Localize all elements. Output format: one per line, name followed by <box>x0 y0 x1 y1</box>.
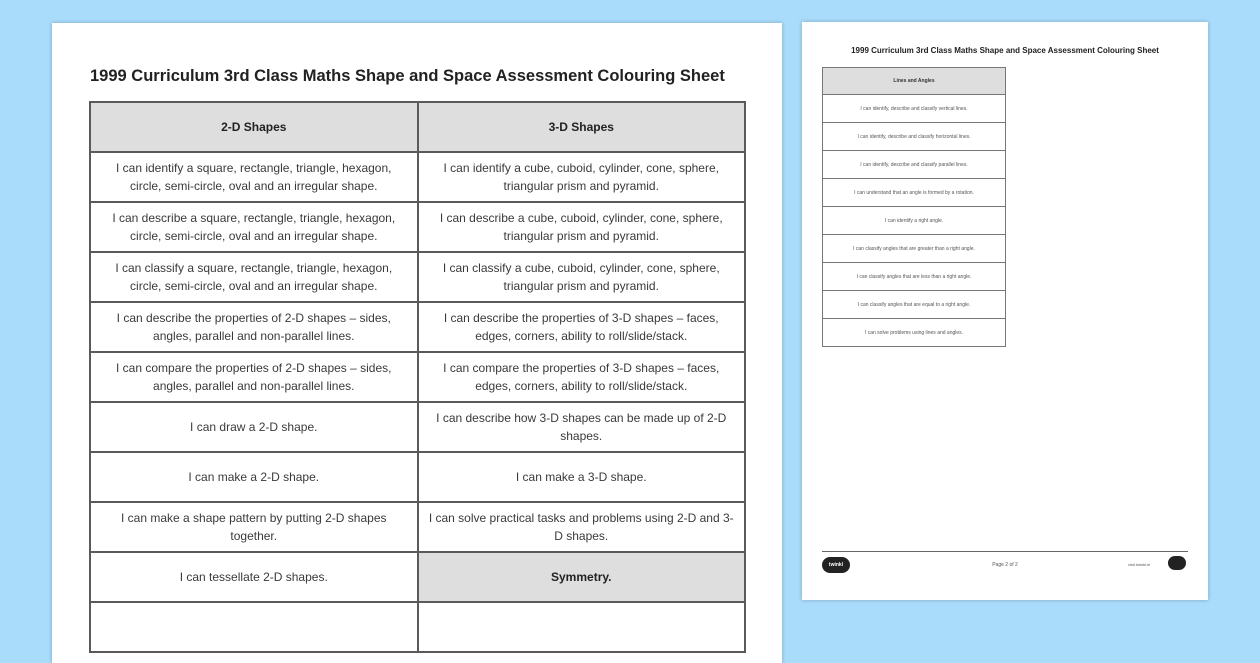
table-row <box>823 123 1006 151</box>
table-cell: I can describe the properties of 3-D shapes – faces, edges, corners, ability to roll/slide/stack. <box>418 302 746 352</box>
table-cell: I can describe the properties of 2-D shapes – sides, angles, parallel and non-parallel lines. <box>90 302 418 352</box>
table-cell: I can make a 2-D shape. <box>90 452 418 502</box>
table-row <box>90 152 745 202</box>
table-row <box>823 263 1006 291</box>
table-row <box>823 95 1006 123</box>
table-cell: I can tessellate 2-D shapes. <box>90 552 418 602</box>
worksheet-page-2 <box>802 22 1208 600</box>
table-cell-empty <box>418 602 746 652</box>
table-cell: I can identify a square, rectangle, triangle, hexagon, circle, semi-circle, oval and an irregular shape. <box>90 152 418 202</box>
worksheet-title: 1999 Curriculum 3rd Class Maths Shape and Space Assessment Colouring Sheet <box>851 46 1159 55</box>
symmetry-section-header: Symmetry. <box>418 552 746 602</box>
table-cell: I can identify, describe and classify horizontal lines. <box>823 123 1006 151</box>
table-row <box>90 202 745 252</box>
table-row <box>90 502 745 552</box>
table-cell: I can solve practical tasks and problems using 2-D and 3-D shapes. <box>418 502 746 552</box>
worksheet-title: 1999 Curriculum 3rd Class Maths Shape and Space Assessment Colouring Sheet <box>90 67 725 85</box>
table-cell: I can make a shape pattern by putting 2-D shapes together. <box>90 502 418 552</box>
page-number: Page 2 of 2 <box>992 562 1018 568</box>
table-row <box>90 252 745 302</box>
table-cell: I can solve problems using lines and angles. <box>823 319 1006 347</box>
table-row <box>90 452 745 502</box>
table-cell: I can classify angles that are greater than a right angle. <box>823 235 1006 263</box>
lines-angles-table <box>822 67 1006 347</box>
table-row <box>90 602 745 652</box>
table-cell: I can classify a square, rectangle, triangle, hexagon, circle, semi-circle, oval and an irregular shape. <box>90 252 418 302</box>
assessment-table <box>89 101 746 653</box>
table-cell: I can classify angles that are equal to a right angle. <box>823 291 1006 319</box>
table-row <box>90 302 745 352</box>
table-row <box>823 235 1006 263</box>
header-3d-shapes: 3-D Shapes <box>418 102 746 152</box>
worksheet-page-1 <box>52 23 782 663</box>
table-row <box>823 207 1006 235</box>
table-row <box>90 352 745 402</box>
twinkl-badge-icon <box>1168 556 1186 570</box>
table-cell: I can make a 3-D shape. <box>418 452 746 502</box>
footer-divider <box>822 551 1188 552</box>
table-row <box>823 291 1006 319</box>
table-header-row <box>823 68 1006 95</box>
table-row <box>823 179 1006 207</box>
footer-link-text: visit twinkl.ie <box>1128 562 1151 567</box>
table-cell: I can describe a cube, cuboid, cylinder, cone, sphere, triangular prism and pyramid. <box>418 202 746 252</box>
table-row <box>823 151 1006 179</box>
table-row <box>90 552 745 602</box>
twinkl-logo-icon: twinkl <box>822 557 850 573</box>
table-cell: I can understand that an angle is formed by a rotation. <box>823 179 1006 207</box>
table-cell: I can identify a cube, cuboid, cylinder, cone, sphere, triangular prism and pyramid. <box>418 152 746 202</box>
table-cell-empty <box>90 602 418 652</box>
table-cell: I can describe a square, rectangle, triangle, hexagon, circle, semi-circle, oval and an irregular shape. <box>90 202 418 252</box>
table-cell: I can describe how 3-D shapes can be made up of 2-D shapes. <box>418 402 746 452</box>
table-cell: I can compare the properties of 3-D shapes – faces, edges, corners, ability to roll/slide/stack. <box>418 352 746 402</box>
header-lines-angles: Lines and Angles <box>823 68 1006 95</box>
table-cell: I can classify angles that are less than a right angle. <box>823 263 1006 291</box>
table-cell: I can classify a cube, cuboid, cylinder, cone, sphere, triangular prism and pyramid. <box>418 252 746 302</box>
table-row <box>823 319 1006 347</box>
header-2d-shapes: 2-D Shapes <box>90 102 418 152</box>
table-row <box>90 402 745 452</box>
table-cell: I can draw a 2-D shape. <box>90 402 418 452</box>
table-cell: I can identify, describe and classify parallel lines. <box>823 151 1006 179</box>
table-header-row <box>90 102 745 152</box>
table-cell: I can compare the properties of 2-D shapes – sides, angles, parallel and non-parallel lines. <box>90 352 418 402</box>
table-cell: I can identify, describe and classify vertical lines. <box>823 95 1006 123</box>
table-cell: I can identify a right angle. <box>823 207 1006 235</box>
